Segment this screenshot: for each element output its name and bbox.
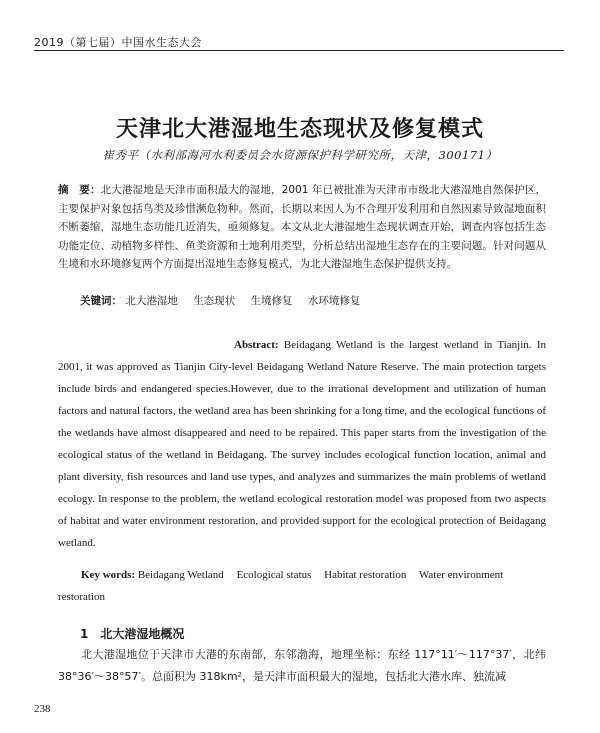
page-number: 238 (34, 703, 51, 715)
chinese-abstract-text: 北大港湿地是天津市面积最大的湿地，2001 年已被批准为天津市市级北大港湿地自然保护区，主要保护对象包括鸟类及珍惜濒危物种。然而，长期以来因人为不合理开发利用和自然因素导致湿地面积不断萎缩，湿地生态功能几近消失，亟须修复。本文从北大港湿地生态现状调查开始，调查内容包括生态功能定位、动植物多样性、鱼类资源和土地利用类型，分析总结出湿地生态存在的主要问题。针对问题从生境和水环境修复两个方面提出湿地生态修复模式，为北大港湿地生态保护提供支持。 (58, 184, 547, 271)
author-line: 崔秀平（水利部海河水利委员会水资源保护科学研究所，天津，300171） (102, 148, 498, 162)
english-abstract (58, 334, 546, 554)
chinese-abstract-label: 摘 要： (58, 184, 101, 196)
chinese-keywords (80, 293, 550, 308)
english-keywords (58, 564, 546, 608)
section-body: 北大港湿地位于天津市大港的东南部，东邻渤海，地理坐标：东经 117°11′～117°37′，北纬 38°36′～38°57′。总面积为 318km²，是天津市面积最大的湿地，包括北大港水库、独流减 (58, 648, 546, 683)
chinese-keywords-label: 关键词： (80, 295, 122, 307)
english-keyword: Water environment restoration (58, 569, 504, 603)
running-header: 2019（第七届）中国水生态大会 (34, 36, 202, 49)
english-abstract-label: Abstract: (234, 339, 279, 351)
chinese-keyword: 生境修复 (250, 295, 293, 307)
english-keyword: Ecological status (236, 569, 312, 581)
section-number: 1 (80, 627, 89, 641)
english-keyword: Beidagang Wetland (137, 569, 224, 581)
chinese-keyword: 北大港湿地 (125, 295, 178, 307)
chinese-keyword: 水环境修复 (307, 295, 361, 307)
english-keywords-label: Key words: (81, 569, 136, 581)
chinese-keyword: 生态现状 (193, 295, 236, 307)
english-keyword: Habitat restoration (324, 569, 407, 581)
section-heading (80, 625, 184, 642)
article-title: 天津北大港湿地生态现状及修复模式 (115, 117, 484, 142)
section-title: 北大港湿地概况 (100, 627, 185, 641)
chinese-abstract (58, 181, 546, 274)
english-abstract-text: Beidagang Wetland is the largest wetland in Tianjin. In 2001, it was approved as Tianjin City-level Beidagang Wetland Nature Reserve. The main protection targets include birds and endangered species.However, due to the irrational development and utilization of human factors and natural factors, the wetland area has been shrinking for a long time, and the ecological functions of the wetlands have almost disappeared and need to be repaired. This paper starts from the investigation of the ecological status of the wetland in Beidagang. The survey includes ecological function location, animal and plant diversity, fish resources and land use types, and analyzes and summarizes the main problems of wetland ecology. In response to the problem, the wetland ecological restoration model was proposed from two aspects of habitat and water environment restoration, and provided support for the ecological protection of Beidagang wetland. (58, 339, 546, 549)
header-rule (34, 50, 564, 51)
